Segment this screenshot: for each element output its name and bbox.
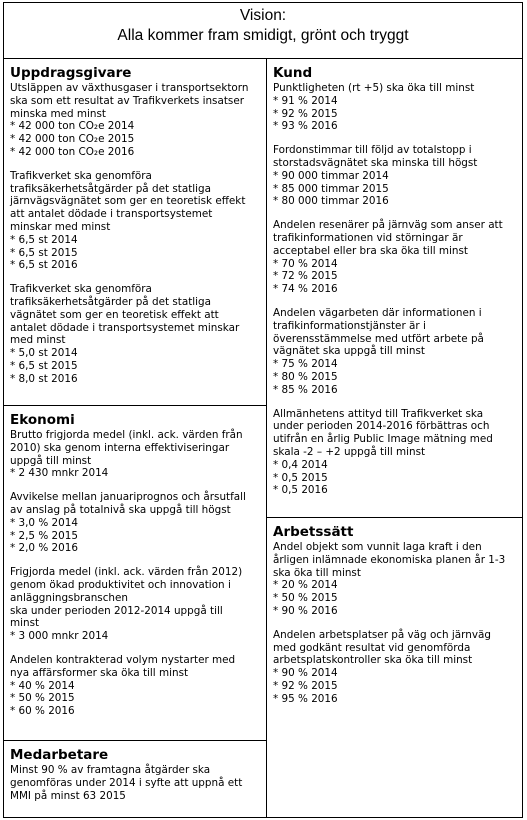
goal-text-line: Fordonstimmar till följd av totalstopp i bbox=[273, 144, 472, 157]
goal-target-line: * 74 % 2016 bbox=[273, 283, 338, 296]
goal-paragraph bbox=[10, 654, 260, 718]
goal-target-line: * 90 000 timmar 2014 bbox=[273, 169, 389, 182]
goal-paragraph bbox=[10, 491, 260, 555]
goal-text-line: minska med minst bbox=[10, 107, 107, 120]
goal-target-line: * 42 000 ton CO₂e 2016 bbox=[10, 145, 135, 158]
goal-text-line: MMI på minst 63 2015 bbox=[10, 789, 126, 802]
goal-text-line: genom ökad produktivitet och innovation i bbox=[10, 578, 231, 591]
section-medarbetare bbox=[4, 741, 266, 818]
goal-text-line: nya affärsformer ska öka till minst bbox=[10, 666, 189, 679]
section-kund bbox=[267, 59, 522, 517]
goal-target-line: * 92 % 2015 bbox=[273, 107, 338, 120]
section-title: Arbetssätt bbox=[273, 524, 354, 540]
goal-text-line: Andelen vägarbeten där informationen i bbox=[273, 306, 482, 319]
goal-target-line: * 80 % 2015 bbox=[273, 370, 338, 383]
goal-target-line: * 72 % 2015 bbox=[273, 270, 338, 283]
goal-target-line: * 85 % 2016 bbox=[273, 383, 338, 396]
goal-paragraph bbox=[10, 283, 260, 385]
goal-target-line: * 3 000 mnkr 2014 bbox=[10, 630, 109, 643]
goal-text-line: överensstämmelse med utfört arbete på bbox=[273, 332, 484, 345]
goal-paragraph bbox=[10, 566, 260, 643]
goal-paragraph bbox=[273, 408, 516, 498]
goal-target-line: * 85 000 timmar 2015 bbox=[273, 182, 389, 195]
goal-text-line: trafiksäkerhetsåtgärder på det statliga bbox=[10, 182, 212, 195]
goal-text-line: minskar med minst bbox=[10, 220, 111, 233]
goal-text-line: acceptabel eller bra ska öka till minst bbox=[273, 244, 468, 257]
goal-target-line: * 6,5 st 2016 bbox=[10, 259, 78, 272]
goal-target-line: * 2,5 % 2015 bbox=[10, 529, 78, 542]
section-arbetssatt bbox=[267, 518, 522, 818]
goal-text-line: trafikinformationstjänster är i bbox=[273, 319, 426, 332]
goal-target-line: * 8,0 st 2016 bbox=[10, 372, 78, 385]
goal-target-line: * 95 % 2016 bbox=[273, 692, 338, 705]
section-title: Kund bbox=[273, 65, 313, 81]
goal-text-line: Andel objekt som vunnit laga kraft i den bbox=[273, 541, 482, 553]
goal-text-line: trafikinformationen vid störningar är bbox=[273, 231, 463, 244]
goal-text-line: minst bbox=[10, 617, 40, 630]
goal-paragraph bbox=[10, 82, 260, 159]
goal-target-line: * 91 % 2014 bbox=[273, 94, 338, 107]
goal-text-line: med minst bbox=[10, 334, 66, 347]
goal-paragraph bbox=[10, 764, 260, 802]
vision-header bbox=[4, 3, 522, 59]
goal-target-line: * 90 % 2016 bbox=[273, 604, 338, 617]
goal-text-line: ska under perioden 2012-2014 uppgå till bbox=[10, 604, 223, 617]
goal-target-line: * 75 % 2014 bbox=[273, 358, 338, 371]
goal-text-line: 2010) ska genom interna effektiviseringar bbox=[10, 441, 230, 454]
goal-target-line: * 2,0 % 2016 bbox=[10, 542, 78, 555]
goal-text-line: Andelen resenärer på järnväg som anser att bbox=[273, 219, 503, 232]
goal-text-line: Trafikverket ska genomföra bbox=[10, 283, 152, 296]
goal-paragraph bbox=[273, 629, 516, 706]
goal-target-line: * 93 % 2016 bbox=[273, 120, 338, 133]
vision-table bbox=[3, 2, 523, 818]
goal-text-line: Frigjorda medel (inkl. ack. värden från 2012) bbox=[10, 566, 243, 579]
goal-text-line: trafiksäkerhetsåtgärder på det statliga bbox=[10, 295, 212, 308]
section-title: Ekonomi bbox=[10, 412, 75, 428]
goal-paragraph bbox=[273, 144, 516, 208]
goal-text-line: Punktligheten (rt +5) ska öka till minst bbox=[273, 82, 475, 94]
goal-text-line: Utsläppen av växthusgaser i transportsektorn bbox=[10, 82, 249, 94]
goal-target-line: * 6,5 st 2015 bbox=[10, 359, 78, 372]
goal-target-line: * 92 % 2015 bbox=[273, 679, 338, 692]
goal-text-line: vägnätet som ger en teoretisk effekt att bbox=[10, 308, 219, 321]
goal-paragraph bbox=[273, 541, 516, 618]
goal-target-line: * 6,5 st 2014 bbox=[10, 233, 78, 246]
goal-target-line: * 80 000 timmar 2016 bbox=[273, 195, 389, 208]
goal-text-line: storstadsvägnätet ska minska till högst bbox=[273, 156, 478, 169]
vision-subtitle: Alla kommer fram smidigt, grönt och tryggt bbox=[117, 27, 409, 44]
goal-text-line: ska öka till minst bbox=[273, 566, 361, 579]
goal-text-line: årligen inlämnade ekonomiska planen år 1-3 bbox=[273, 553, 506, 566]
goal-text-line: Allmänhetens attityd till Trafikverket ska bbox=[273, 407, 484, 420]
goal-text-line: Minst 90 % av framtagna åtgärder ska bbox=[10, 764, 211, 776]
goal-text-line: utifrån en årlig Public Image mätning med bbox=[273, 433, 493, 446]
goal-paragraph bbox=[273, 307, 516, 397]
goal-text-line: vägnätet ska uppgå till minst bbox=[273, 345, 425, 358]
goal-target-line: * 90 % 2014 bbox=[273, 667, 338, 680]
goal-text-line: arbetsplatskontroller ska öka till minst bbox=[273, 654, 473, 667]
goal-text-line: Trafikverket ska genomföra bbox=[10, 169, 152, 182]
goal-text-line: Avvikelse mellan januariprognos och årsutfall bbox=[10, 491, 246, 504]
goal-text-line: under perioden 2014-2016 förbättras och bbox=[273, 420, 490, 433]
goal-target-line: * 6,5 st 2015 bbox=[10, 246, 78, 259]
goal-text-line: järnvägsvägnätet som ger en teoretisk effekt bbox=[10, 195, 246, 208]
vision-title: Vision: bbox=[239, 7, 287, 24]
section-title: Medarbetare bbox=[10, 747, 109, 763]
goal-text-line: med godkänt resultat vid genomförda bbox=[273, 641, 471, 654]
goal-target-line: * 50 % 2015 bbox=[273, 592, 338, 605]
goal-target-line: * 2 430 mnkr 2014 bbox=[10, 467, 109, 480]
goal-paragraph bbox=[273, 219, 516, 296]
goal-paragraph bbox=[10, 170, 260, 272]
goal-text-line: genomföras under 2014 i syfte att uppnå ett bbox=[10, 776, 243, 789]
goal-text-line: uppgå till minst bbox=[10, 454, 92, 467]
goal-text-line: ska som ett resultat av Trafikverkets insatser bbox=[10, 94, 244, 107]
section-ekonomi bbox=[4, 406, 266, 740]
goal-target-line: * 42 000 ton CO₂e 2014 bbox=[10, 120, 135, 133]
section-uppdragsgivare bbox=[4, 59, 266, 405]
goal-text-line: antalet dödade i transportsystemet minskar bbox=[10, 321, 240, 334]
goal-target-line: * 5,0 st 2014 bbox=[10, 347, 78, 360]
goal-text-line: Brutto frigjorda medel (inkl. ack. värden från bbox=[10, 429, 243, 441]
goal-paragraph bbox=[273, 82, 516, 133]
goal-text-line: Andelen kontrakterad volym nystarter med bbox=[10, 653, 236, 666]
goal-target-line: * 60 % 2016 bbox=[10, 705, 75, 718]
goal-text-line: skala -2 – +2 uppgå till minst bbox=[273, 445, 426, 458]
goal-target-line: * 0,5 2015 bbox=[273, 471, 328, 484]
goal-target-line: * 42 000 ton CO₂e 2015 bbox=[10, 133, 135, 146]
goal-paragraph bbox=[10, 429, 260, 480]
goal-text-line: Andelen arbetsplatser på väg och järnväg bbox=[273, 628, 491, 641]
goal-target-line: * 70 % 2014 bbox=[273, 257, 338, 270]
goal-text-line: av anslag på totalnivå ska uppgå till högst bbox=[10, 503, 231, 516]
goal-target-line: * 20 % 2014 bbox=[273, 579, 338, 592]
goal-text-line: anläggningsbranschen bbox=[10, 591, 128, 604]
goal-target-line: * 50 % 2015 bbox=[10, 692, 75, 705]
goal-target-line: * 3,0 % 2014 bbox=[10, 516, 78, 529]
goal-text-line: att antalet dödade i transportsystemet bbox=[10, 208, 213, 221]
goal-target-line: * 40 % 2014 bbox=[10, 679, 75, 692]
section-title: Uppdragsgivare bbox=[10, 65, 132, 81]
goal-target-line: * 0,4 2014 bbox=[273, 458, 328, 471]
goal-target-line: * 0,5 2016 bbox=[273, 484, 328, 497]
